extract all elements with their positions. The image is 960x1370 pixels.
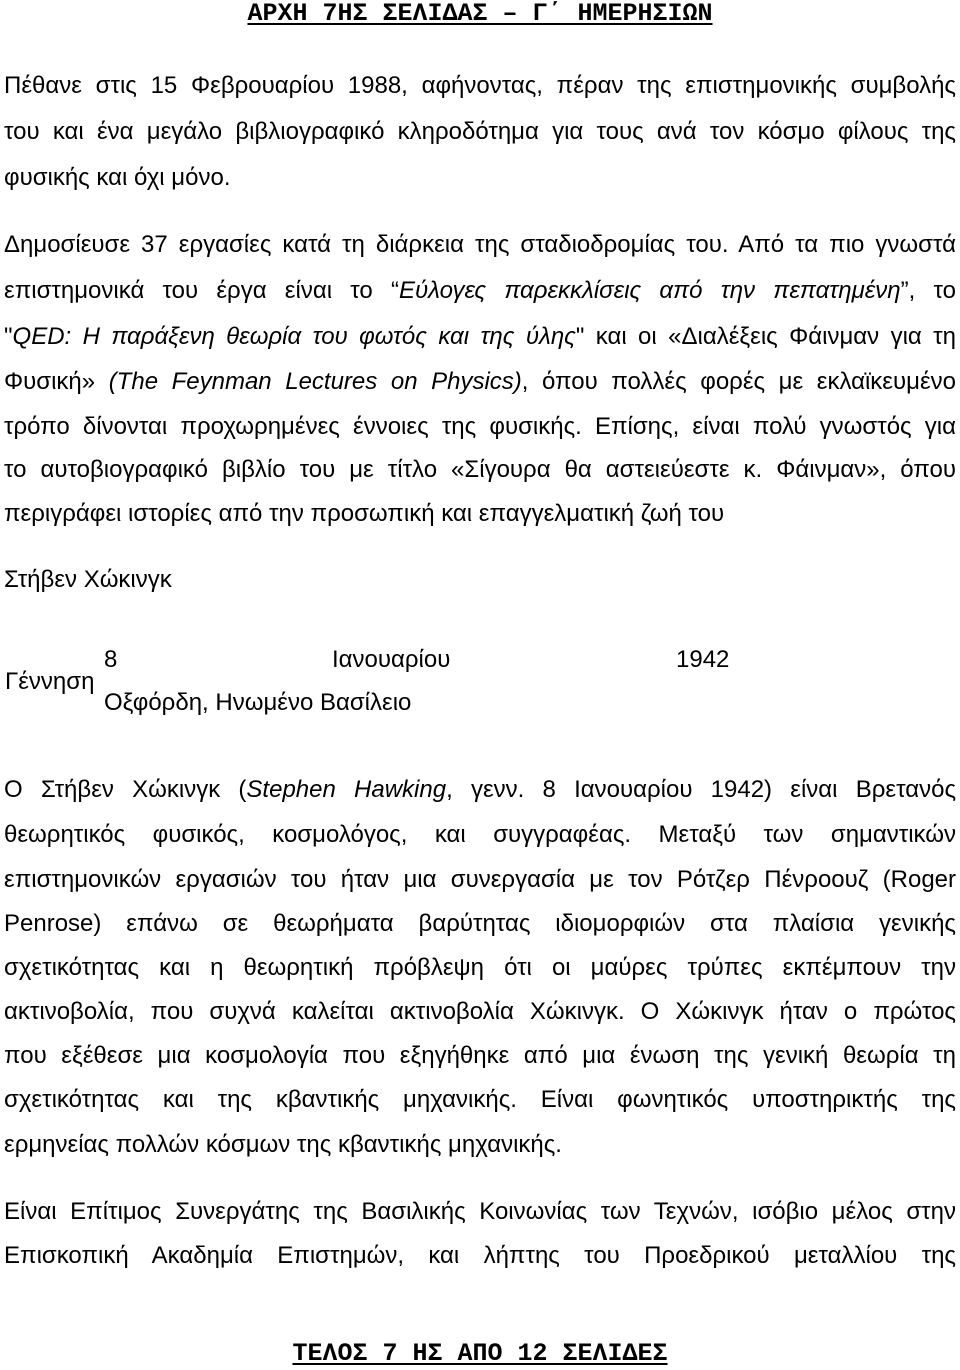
line-text: επιστημονικά του έργα είναι το “ (4, 277, 399, 304)
line-text: Φυσική» (4, 368, 109, 395)
paragraph-3-line-9: ερμηνείας πολλών κόσμων της κβαντικής μηχανικής. (4, 1131, 562, 1158)
latin-name: Stephen Hawking (246, 776, 447, 803)
paragraph-3-line-8: σχετικότητας και της κβαντικής μηχανικής. Είναι φωνητικός υποστηρικτής της (4, 1086, 956, 1113)
paragraph-2-line-6: το αυτοβιογραφικό βιβλίο του με τίτλο «Σίγουρα θα αστειεύεστε κ. Φάινμαν», όπου (4, 456, 956, 483)
paragraph-3-line-4: Penrose) επάνω σε θεωρήματα βαρύτητας ιδιομορφιών στα πλαίσια γενικής (4, 910, 956, 937)
paragraph-3-line-6: ακτινοβολία, που συχνά καλείται ακτινοβολία Χώκινγκ. Ο Χώκινγκ ήταν ο πρώτος (4, 998, 956, 1025)
paragraph-2-line-1: Δημοσίευσε 37 εργασίες κατά τη διάρκεια της σταδιοδρομίας του. Από τα πιο γνωστά (4, 231, 956, 258)
line-text: , γενν. 8 Ιανουαρίου 1942) είναι Βρετανός (446, 776, 956, 803)
page-header-title: ΑΡΧΗ 7ΗΣ ΣΕΛΙΔΑΣ – Γ΄ ΗΜΕΡΗΣΙΩΝ (247, 0, 713, 28)
line-text: Ο (4, 776, 41, 803)
book-title: QED: Η παράξενη θεωρία του φωτός και της ύλης (12, 323, 576, 350)
paragraph-1-line-2: του και ένα μεγάλο βιβλιογραφικό κληροδότημα για τους ανά τον κόσμο φίλους της (4, 118, 956, 145)
birth-year: 1942 (676, 646, 730, 673)
paragraph-3-line-2: θεωρητικός φυσικός, κοσμολόγος, και συγγραφέας. Μεταξύ των σημαντικών (4, 821, 956, 848)
paragraph-2-line-4 (4, 367, 956, 397)
birth-month: Ιανουαρίου (332, 646, 451, 673)
paragraph-3-line-7: που εξέθεσε μια κοσμολογία που εξηγήθηκε από μια ένωση της γενική θεωρία τη (4, 1042, 956, 1069)
birth-place: Οξφόρδη, Ηνωμένο Βασίλειο (104, 689, 412, 716)
paragraph-2-line-2 (4, 276, 956, 306)
paragraph-4-line-2: Επισκοπική Ακαδημία Επιστημών, και λήπτης του Προεδρικού μεταλλίου της (4, 1242, 956, 1269)
paragraph-2-line-7: περιγράφει ιστορίες από την προσωπική και επαγγελματική ζωή του (4, 500, 725, 527)
paragraph-1-line-3: φυσικής και όχι μόνο. (4, 164, 231, 191)
book-title: Εύλογες παρεκκλίσεις από την πεπατημένη (398, 277, 901, 304)
birth-label: Γέννηση (5, 668, 95, 695)
page-footer (0, 1340, 960, 1368)
section-heading: Στήβεν Χώκινγκ (4, 566, 172, 593)
paragraph-4-line-1: Είναι Επίτιμος Συνεργάτης της Βασιλικής Κοινωνίας των Τεχνών, ισόβιο μέλος στην (4, 1198, 956, 1225)
person-name: Στήβεν Χώκινγκ (40, 776, 221, 803)
birth-day: 8 (104, 646, 118, 673)
paragraph-3-line-1 (4, 775, 956, 805)
line-text: ( (220, 776, 247, 803)
page-footer-text: ΤΕΛΟΣ 7 ΗΣ ΑΠΟ 12 ΣΕΛΙΔΕΣ (292, 1339, 668, 1368)
line-text: , όπου πολλές φορές με εκλαϊκευμένο (521, 368, 956, 395)
line-text: " και οι «Διαλέξεις Φάινμαν για τη (575, 323, 956, 350)
page-header (0, 0, 960, 28)
paragraph-2-line-5: τρόπο δίνονται προχωρημένες έννοιες της φυσικής. Επίσης, είναι πολύ γνωστός για (4, 413, 956, 440)
paragraph-1-line-1: Πέθανε στις 15 Φεβρουαρίου 1988, αφήνοντας, πέραν της επιστημονικής συμβολής (4, 72, 956, 99)
line-text: ”, το (900, 277, 956, 304)
book-title: (The Feynman Lectures on Physics) (108, 368, 522, 395)
paragraph-3-line-5: σχετικότητας και η θεωρητική πρόβλεψη ότι οι μαύρες τρύπες εκπέμπουν την (4, 954, 956, 981)
paragraph-3-line-3: επιστημονικών εργασιών του ήταν μια συνεργασία με τον Ρότζερ Πένροουζ (Roger (4, 866, 956, 893)
line-text: " (4, 323, 13, 350)
paragraph-2-line-3 (4, 322, 956, 352)
